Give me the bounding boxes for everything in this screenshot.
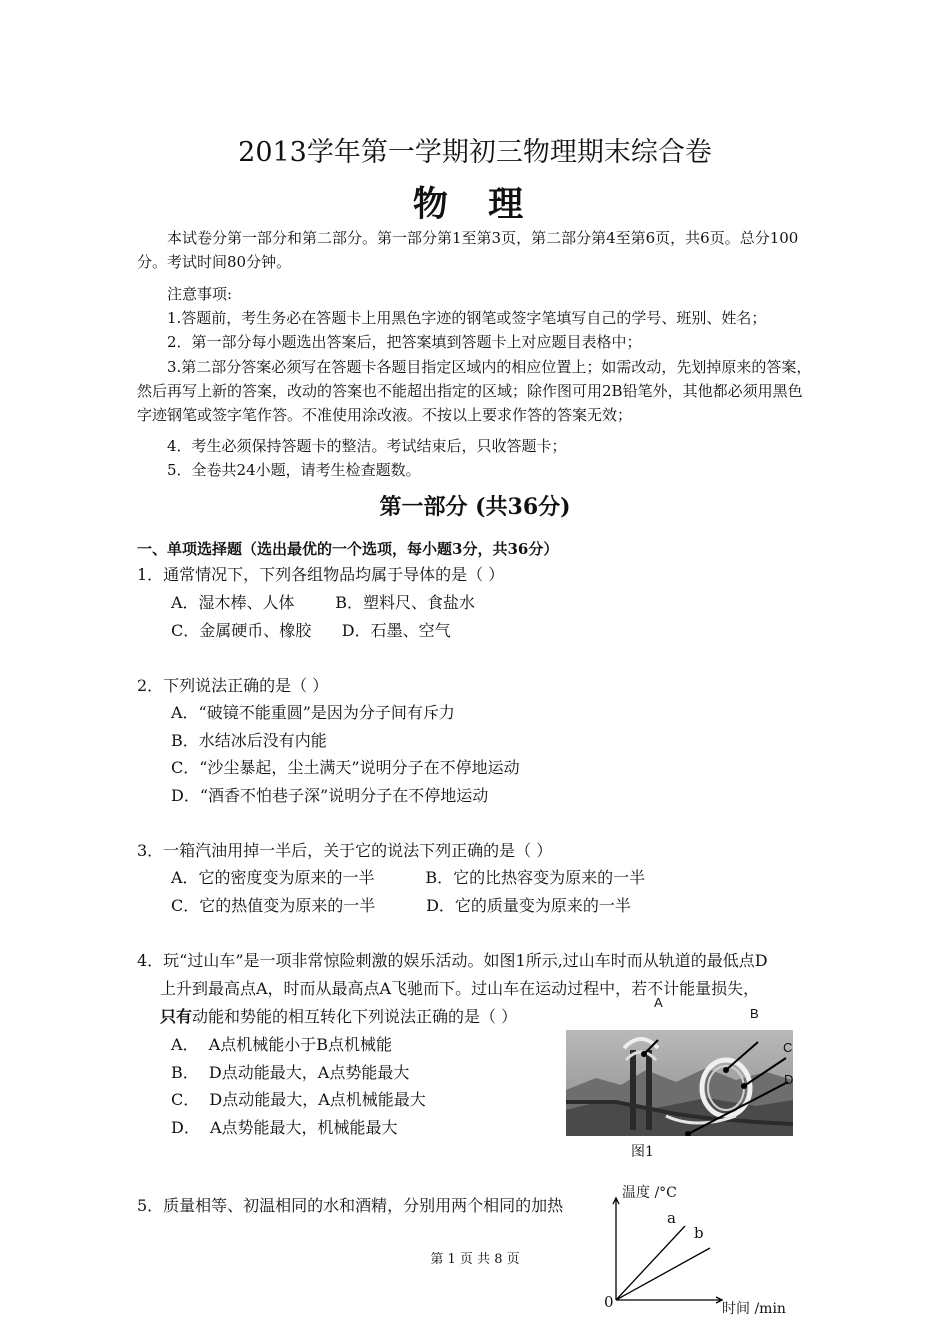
q1-options-ab: A．湿木棒、人体 B．塑料尺、食盐水 bbox=[171, 593, 476, 612]
part1-heading: 第一部分 (共36分) bbox=[379, 494, 571, 520]
page-footer: 第 1 页 共 8 页 bbox=[430, 1252, 520, 1267]
q4-stem-line2: 上升到最高点A，时而从最高点A飞驰而下。过山车在运动过程中，若不计能量损失， bbox=[160, 979, 760, 998]
q4-stem-line3 bbox=[160, 1004, 517, 1027]
figure-label-d: D bbox=[784, 1072, 794, 1087]
roller-coaster-figure bbox=[566, 1030, 793, 1136]
subject-title: 物 理 bbox=[412, 184, 538, 225]
q2-option-a: A．“破镜不能重圆”是因为分子间有斥力 bbox=[171, 703, 455, 722]
figure-label-b: B bbox=[750, 1006, 759, 1021]
notice-item-1: 1.答题前，考生务必在答题卡上用黑色字迹的钢笔或签字笔填写自己的学号、班别、姓名； bbox=[167, 309, 767, 327]
q2-option-b: B．水结冰后没有内能 bbox=[171, 731, 327, 750]
figure-label-c: C bbox=[783, 1040, 793, 1055]
q2-option-c: C．“沙尘暴起，尘土满天”说明分子在不停地运动 bbox=[171, 758, 520, 777]
graph-line-a-label: a bbox=[667, 1209, 676, 1227]
q4-stem-line1: 4．玩“过山车”是一项非常惊险刺激的娱乐活动。如图1所示,过山车时而从轨道的最低点D bbox=[137, 951, 768, 970]
q4-option-c: C． D点动能最大，A点机械能最大 bbox=[171, 1090, 426, 1109]
section-title: 一、单项选择题（选出最优的一个选项，每小题3分，共36分） bbox=[137, 540, 559, 558]
q5-stem: 5．质量相等、初温相同的水和酒精，分别用两个相同的加热 bbox=[137, 1196, 564, 1215]
q1-stem: 1．通常情况下，下列各组物品均属于导体的是（ ） bbox=[137, 565, 505, 584]
q3-stem: 3．一箱汽油用掉一半后，关于它的说法下列正确的是（ ） bbox=[137, 841, 553, 860]
graph-line-b-label: b bbox=[694, 1224, 704, 1242]
q4-emphasis: 只有 bbox=[160, 1007, 193, 1026]
q4-option-d: D． A点势能最大，机械能最大 bbox=[171, 1118, 398, 1137]
graph-origin: 0 bbox=[604, 1293, 614, 1311]
q2-stem: 2．下列说法正确的是（ ） bbox=[137, 676, 329, 695]
notice-item-3: 3.第二部分答案必须写在答题卡各题目指定区域内的相应位置上；如需改动，先划掉原来的答案，然后再写上新的答案，改动的答案也不能超出指定的区域；除作图可用2B铅笔外，其他都必须用黑色字迹钢笔或签字笔作答。不准使用涂改液。不按以上要求作答的答案无效； bbox=[137, 358, 812, 424]
q4-option-a: A． A点机械能小于B点机械能 bbox=[171, 1035, 393, 1054]
notice-item-4: 4．考生必须保持答题卡的整洁。考试结束后，只收答题卡； bbox=[167, 437, 567, 455]
q4-stem-line3-rest: 动能和势能的相互转化下列说法正确的是（ ） bbox=[192, 1007, 518, 1026]
notice-title: 注意事项: bbox=[167, 285, 233, 303]
q3-options-cd: C．它的热值变为原来的一半 D．它的质量变为原来的一半 bbox=[171, 896, 631, 915]
q3-options-ab: A．它的密度变为原来的一半 B．它的比热容变为原来的一半 bbox=[171, 868, 646, 887]
figure1-caption: 图1 bbox=[631, 1144, 654, 1160]
q2-option-d: D．“酒香不怕巷子深”说明分子在不停地运动 bbox=[171, 786, 489, 805]
q1-options-cd: C．金属硬币、橡胶 D．石墨、空气 bbox=[171, 621, 451, 640]
figure-label-a: A bbox=[654, 995, 663, 1010]
exam-title: 2013学年第一学期初三物理期末综合卷 bbox=[238, 137, 712, 168]
graph-y-label: 温度 /°C bbox=[622, 1185, 677, 1201]
q4-option-b: B． D点动能最大，A点势能最大 bbox=[171, 1063, 410, 1082]
notice-item-2: 2．第一部分每小题选出答案后，把答案填到答题卡上对应题目表格中； bbox=[167, 333, 642, 351]
notice-item-5: 5．全卷共24小题，请考生检查题数。 bbox=[167, 461, 421, 479]
intro-text: 本试卷分第一部分和第二部分。第一部分第1至第3页，第二部分第4至第6页，共6页。总分100分。考试时间80分钟。 bbox=[137, 229, 799, 271]
graph-x-label: 时间 /min bbox=[722, 1301, 786, 1317]
